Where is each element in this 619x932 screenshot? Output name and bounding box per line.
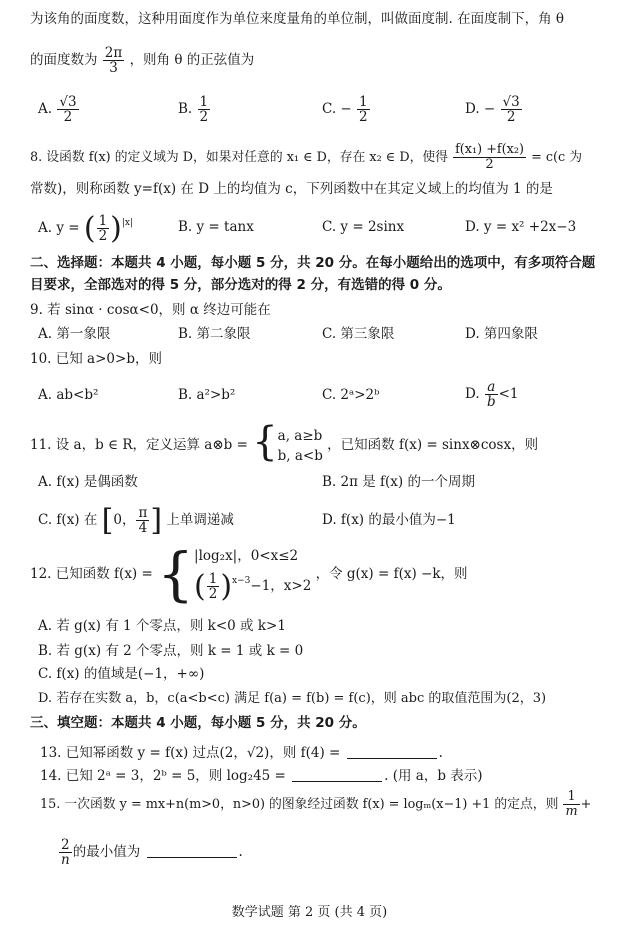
- intro-line-2: [30, 46, 254, 75]
- q7-c-label: C. −: [322, 101, 352, 117]
- q13-b: .: [438, 745, 443, 761]
- q7-option-a[interactable]: [38, 95, 80, 124]
- q7-b-fraction: [198, 95, 211, 124]
- q14-answer-blank[interactable]: [292, 767, 382, 782]
- q11-option-b[interactable]: B. 2π 是 f(x) 的一个周期: [322, 474, 475, 490]
- q12-case-2-exp: x−3: [232, 576, 251, 586]
- q12-case-2-rparen: ): [220, 569, 233, 604]
- q8-option-a[interactable]: [38, 211, 134, 246]
- q12-cases: [194, 546, 311, 602]
- q11-option-a[interactable]: A. f(x) 是偶函数: [38, 474, 138, 490]
- q12-stem: [30, 540, 468, 608]
- q15-plus: +: [580, 797, 592, 812]
- q7-c-num: 1: [359, 94, 368, 110]
- q7-b-den: 2: [199, 109, 209, 125]
- page-footer: 数学试题 第 2 页 (共 4 页): [231, 905, 388, 920]
- q8-fraction: [453, 143, 526, 172]
- q15-a: 15. 一次函数 y = mx+n(m>0，n>0) 的图象经过函数 f(x) = logₘ(x−1) +1 的定点，则: [40, 797, 559, 812]
- q15-frac2-num: 2: [59, 838, 72, 853]
- q8-l1b: = c(c 为: [531, 150, 583, 165]
- q15-frac1-num: 1: [563, 790, 579, 805]
- q15-fraction-1: [563, 790, 579, 819]
- q7-option-c[interactable]: [322, 95, 371, 124]
- q9-option-b[interactable]: B. 第二象限: [178, 326, 251, 342]
- q11-case-2: b, a<b: [277, 447, 323, 464]
- q12-option-a[interactable]: A. 若 g(x) 有 1 个零点，则 k<0 或 k>1: [38, 618, 286, 634]
- section-2-title-line-2: 目要求，全部选对的得 5 分，部分选对的得 2 分，有选错的得 0 分。: [30, 277, 451, 293]
- q13-answer-blank[interactable]: [347, 744, 437, 759]
- q7-a-den: 2: [63, 109, 73, 125]
- q7-option-d[interactable]: [465, 95, 523, 124]
- q11-option-d[interactable]: D. f(x) 的最小值为−1: [322, 512, 456, 528]
- q8-a-fraction: [97, 214, 110, 243]
- intro-line-2-b: ，则角 θ 的正弦值为: [129, 52, 255, 68]
- q10-option-d[interactable]: [465, 380, 519, 409]
- q7-d-num: √3: [502, 94, 520, 110]
- q8-frac-num: f(x₁) +f(x₂): [455, 142, 524, 157]
- intro-frac-den: 3: [109, 60, 118, 76]
- q8-option-d[interactable]: D. y = x² +2x−3: [465, 219, 577, 235]
- q15-frac2-den: n: [61, 852, 70, 868]
- q8-a-num: 1: [98, 213, 108, 229]
- q10-option-a[interactable]: A. ab<b²: [38, 387, 99, 403]
- q12-option-c[interactable]: C. f(x) 的值域是(−1，+∞): [38, 666, 205, 682]
- q12-case-2-lparen: (: [194, 569, 206, 604]
- q10-d-tail: <1: [498, 386, 519, 402]
- q11-c-b: 上单调递减: [166, 512, 234, 528]
- q8-a-rparen: ): [110, 211, 122, 246]
- q7-a-fraction: [57, 95, 78, 124]
- q11-brace: {: [252, 419, 278, 465]
- intro-line-1: 为该角的面度数，这种用面度作为单位来度量角的单位制，叫做面度制. 在面度制下，角 θ: [30, 11, 565, 27]
- q11-c-den: 4: [138, 520, 148, 536]
- q12-option-b[interactable]: B. 若 g(x) 有 2 个零点，则 k = 1 或 k = 0: [38, 643, 304, 659]
- q10-d-label: D.: [465, 386, 480, 402]
- section-2-title-line-1: 二、选择题：本题共 4 小题，每小题 5 分，共 20 分。在每小题给出的选项中，有多项符合题: [30, 255, 596, 271]
- q12-option-d[interactable]: D. 若存在实数 a，b，c(a<b<c) 满足 f(a) = f(b) = f(c)，则 abc 的取值范围为(2，3): [38, 691, 547, 706]
- q14-b: . (用 a，b 表示): [384, 768, 483, 784]
- q11-option-c[interactable]: [38, 503, 234, 538]
- q7-c-den: 2: [359, 109, 368, 125]
- q11-stem: [30, 419, 539, 466]
- q15-fraction-2: [59, 838, 72, 867]
- q12-brace: {: [157, 540, 195, 608]
- q11-stem-b: ，已知函数 f(x) = sinx⊗cosx，则: [327, 437, 539, 453]
- q8-option-c[interactable]: C. y = 2sinx: [322, 219, 405, 235]
- q7-c-fraction: [357, 95, 370, 124]
- q15-c: .: [238, 844, 243, 860]
- q11-c-num: π: [138, 505, 148, 521]
- q10-d-fraction: [485, 380, 498, 409]
- q12-case-1: |log₂x|，0<x≤2: [194, 548, 299, 564]
- q7-d-fraction: [501, 95, 522, 124]
- q8-a-lparen: (: [83, 211, 96, 246]
- q8-frac-den: 2: [485, 157, 494, 172]
- q8-a-label: A. y =: [38, 220, 80, 236]
- q11-stem-a: 11. 设 a，b ∈ R，定义运算 a⊗b =: [30, 437, 248, 453]
- q12-case-2-den: 2: [208, 586, 218, 602]
- q11-cases: [278, 426, 323, 466]
- q8-option-b[interactable]: B. y = tanx: [178, 219, 254, 235]
- q8-a-den: 2: [98, 228, 108, 244]
- intro-fraction: [103, 46, 124, 75]
- q12-case-2-num: 1: [208, 571, 218, 587]
- q7-b-label: B.: [178, 101, 193, 117]
- q10-option-b[interactable]: B. a²>b²: [178, 387, 236, 403]
- q15-b: 的最小值为: [72, 844, 141, 860]
- q13-a: 13. 已知幂函数 y = f(x) 过点(2，√2)，则 f(4) =: [40, 745, 341, 761]
- q12-case-2-fraction: [207, 572, 220, 601]
- q9-option-a[interactable]: A. 第一象限: [38, 326, 111, 342]
- q8-stem-line-2: 常数)，则称函数 y=f(x) 在 D 上的均值为 c，下列函数中在其定义域上的均值为 1 的是: [30, 181, 553, 197]
- q7-d-label: D. −: [465, 101, 496, 117]
- q15-frac1-den: m: [565, 804, 578, 819]
- q11-c-a: C. f(x) 在: [38, 512, 98, 528]
- intro-line-2-a: 的面度数为: [30, 52, 98, 68]
- q12-stem-b: ，令 g(x) = f(x) −k，则: [315, 566, 468, 582]
- q9-stem: 9. 若 sinα · cosα<0，则 α 终边可能在: [30, 302, 271, 318]
- section-3-title: 三、填空题：本题共 4 小题，每小题 5 分，共 20 分。: [30, 715, 366, 731]
- q9-option-c[interactable]: C. 第三象限: [322, 326, 395, 342]
- q7-a-label: A.: [38, 101, 53, 117]
- q10-stem: 10. 已知 a>0>b，则: [30, 351, 162, 367]
- q15-stem-line-1: [40, 790, 591, 819]
- q9-option-d[interactable]: D. 第四象限: [465, 326, 538, 342]
- q10-d-den: b: [486, 394, 496, 410]
- q12-stem-a: 12. 已知函数 f(x) =: [30, 566, 153, 582]
- q14-a: 14. 已知 2ᵃ = 3，2ᵇ = 5，则 log₂45 =: [40, 768, 286, 784]
- q11-c-lbracket: [: [101, 503, 114, 538]
- q7-a-num: √3: [59, 94, 77, 110]
- q7-d-den: 2: [506, 109, 516, 125]
- intro-frac-num: 2π: [104, 45, 123, 61]
- q15-stem-line-2: [58, 838, 243, 867]
- q7-option-b[interactable]: [178, 95, 211, 124]
- q10-option-c[interactable]: C. 2ᵃ>2ᵇ: [322, 387, 380, 403]
- q11-c-lb: 0，: [113, 512, 136, 528]
- q15-answer-blank[interactable]: [147, 843, 237, 858]
- q11-c-rbracket: ]: [150, 503, 163, 538]
- q12-case-2: [194, 569, 312, 604]
- q7-b-num: 1: [199, 94, 209, 110]
- q8-stem-line-1: [30, 143, 582, 172]
- q8-a-exp: |x|: [121, 218, 134, 228]
- q8-l1a: 8. 设函数 f(x) 的定义域为 D，如果对任意的 x₁ ∈ D，存在 x₂ ∈ D，使得: [30, 150, 448, 165]
- q11-c-fraction: [136, 506, 149, 535]
- q11-case-1: a, a≥b: [277, 427, 323, 444]
- q13-stem: [40, 744, 443, 762]
- q10-d-num: a: [485, 380, 498, 395]
- q12-case-2-tail: −1，x>2: [250, 578, 312, 594]
- q14-stem: [40, 767, 483, 785]
